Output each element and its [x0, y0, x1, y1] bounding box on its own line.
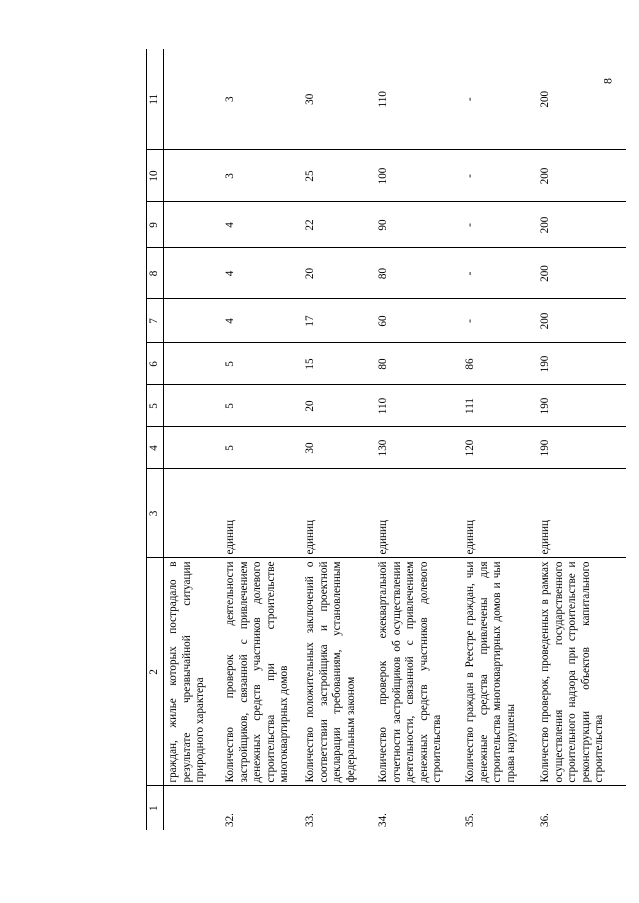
table-row [164, 49, 222, 830]
row-value: 200 [536, 248, 626, 299]
row-value: 60 [374, 299, 461, 343]
row-value: 190 [536, 343, 626, 385]
row-value: - [461, 299, 536, 343]
row-value: 200 [536, 49, 626, 150]
row-unit: единиц [301, 469, 374, 558]
row-value: 190 [536, 385, 626, 427]
row-description: Количество положительных заключений о соответствии застройщика и проектной декларации требованиям, установленным федеральным законом [301, 558, 374, 786]
row-unit: единиц [461, 469, 536, 558]
column-header: 3 [147, 469, 164, 558]
row-value: 190 [536, 427, 626, 469]
row-value: 20 [301, 248, 374, 299]
row-value: 4 [221, 299, 301, 343]
row-value [164, 385, 222, 427]
row-number: 34. [377, 813, 389, 827]
row-value: 30 [301, 49, 374, 150]
row-value: 5 [221, 343, 301, 385]
row-value: - [461, 49, 536, 150]
table-row [374, 49, 461, 830]
row-value [164, 343, 222, 385]
row-number: 36. [539, 813, 551, 827]
indicators-table [146, 49, 626, 830]
table-row [536, 49, 626, 830]
row-value: 100 [374, 150, 461, 202]
table-header-row [147, 49, 164, 830]
row-value: 111 [461, 385, 536, 427]
row-description: Количество проверок ежеквартальной отчетности застройщиков об осуществлении деятельности, связанной с привлечением денежных средств участников долевого строительства [374, 558, 461, 786]
row-value: 20 [301, 385, 374, 427]
row-value [164, 427, 222, 469]
row-unit [164, 469, 222, 558]
row-value: 90 [374, 202, 461, 248]
row-value [164, 150, 222, 202]
row-value: 30 [301, 427, 374, 469]
row-value [164, 49, 222, 150]
row-value: 200 [536, 202, 626, 248]
row-unit: единиц [374, 469, 461, 558]
row-number: 33. [304, 813, 316, 827]
row-value: 5 [221, 385, 301, 427]
row-value [164, 299, 222, 343]
row-unit: единиц [536, 469, 626, 558]
row-number: 32. [224, 813, 236, 827]
row-unit: единиц [221, 469, 301, 558]
row-value: - [461, 248, 536, 299]
row-description: Количество проверок, проведенных в рамках осуществления государственного строительного надзора при строительстве и реконструкции объектов капитального строительства [536, 558, 626, 786]
column-header: 6 [147, 343, 164, 385]
column-header: 7 [147, 299, 164, 343]
row-value: 120 [461, 427, 536, 469]
row-description: граждан, жилье которых пострадало в результате чрезвычайной ситуации природного характера [164, 558, 222, 786]
row-value: 3 [221, 150, 301, 202]
row-value: 15 [301, 343, 374, 385]
row-value: 86 [461, 343, 536, 385]
row-value: 4 [221, 248, 301, 299]
row-value: 22 [301, 202, 374, 248]
row-value: 110 [374, 49, 461, 150]
column-header: 11 [147, 49, 164, 150]
column-header: 5 [147, 385, 164, 427]
row-value [164, 202, 222, 248]
row-value: - [461, 150, 536, 202]
row-value: 4 [221, 202, 301, 248]
column-header: 1 [147, 786, 164, 830]
row-value: 25 [301, 150, 374, 202]
row-value: 17 [301, 299, 374, 343]
table-row [221, 49, 301, 830]
column-header: 10 [147, 150, 164, 202]
page-number: 8 [600, 78, 615, 84]
row-description: Количество проверок деятельности застройщиков, связанной с привлечением денежных средств участников долевого строительства при строительстве многоквартирных домов [221, 558, 301, 786]
row-value: 200 [536, 150, 626, 202]
row-value: - [461, 202, 536, 248]
column-header: 8 [147, 248, 164, 299]
row-number [164, 786, 222, 830]
column-header: 4 [147, 427, 164, 469]
row-value: 200 [536, 299, 626, 343]
row-value: 130 [374, 427, 461, 469]
row-value: 80 [374, 248, 461, 299]
table-row [461, 49, 536, 830]
row-value: 110 [374, 385, 461, 427]
row-value [164, 248, 222, 299]
column-header: 2 [147, 558, 164, 786]
row-value: 5 [221, 427, 301, 469]
row-number: 35. [464, 813, 476, 827]
row-value: 3 [221, 49, 301, 150]
rotated-page-content [146, 49, 604, 830]
row-description: Количество граждан в Реестре граждан, чьи денежные средства привлечены для строительства многоквартирных домов и чьи права нарушены [461, 558, 536, 786]
row-value: 80 [374, 343, 461, 385]
table-row [301, 49, 374, 830]
column-header: 9 [147, 202, 164, 248]
